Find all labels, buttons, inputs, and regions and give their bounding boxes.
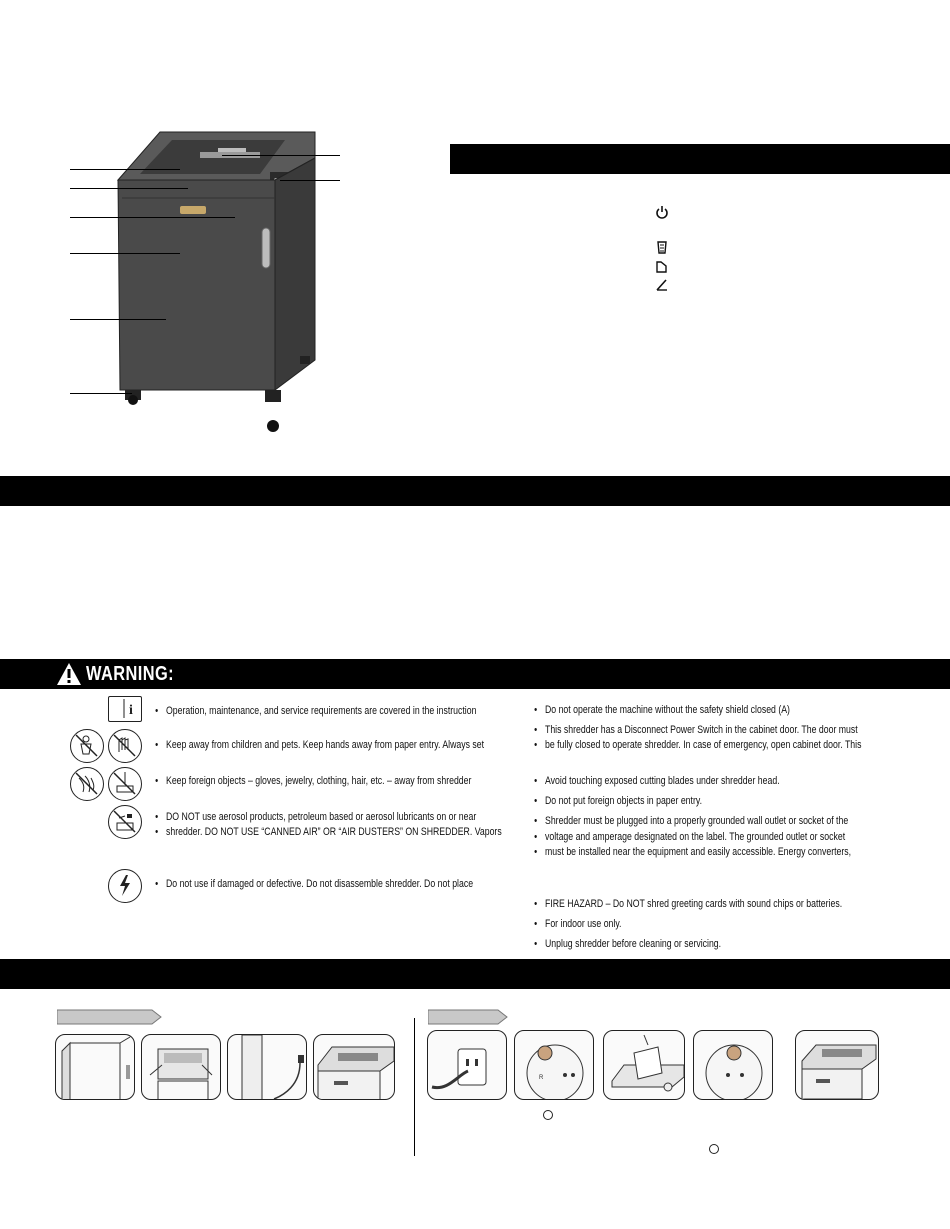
step-plug-in-illustration	[227, 1034, 307, 1100]
warning-title	[56, 661, 193, 687]
no-aerosol-icon	[108, 805, 142, 839]
safety-item: • Unplug shredder before cleaning or servicing.	[545, 937, 721, 952]
bin-full-icon	[655, 240, 669, 254]
section-header-bar	[0, 476, 950, 506]
step-wall-outlet-illustration	[427, 1030, 507, 1100]
controls-header-bar	[450, 144, 950, 174]
safety-item-cont: • shredder. DO NOT USE “CANNED AIR” OR “AIR DUSTERS” ON SHREDDER. Vapors	[166, 825, 502, 840]
callout-line	[70, 393, 132, 394]
safety-item: • Do not operate the machine without the safety shield closed (A)	[545, 703, 790, 718]
svg-text:i: i	[129, 703, 133, 718]
safety-item-cont: • be fully closed to operate shredder. In case of emergency, open cabinet door. This	[545, 738, 861, 753]
step-feed-paper-illustration	[603, 1030, 685, 1100]
safety-item-cont: • must be installed near the equipment and easily accessible. Energy converters,	[545, 845, 851, 860]
callout-line	[70, 253, 180, 254]
overheat-icon	[655, 278, 669, 292]
callout-line	[70, 169, 180, 170]
shredder-illustration	[110, 128, 325, 433]
step-tag-left	[57, 1009, 162, 1025]
section-header-bar	[0, 959, 950, 989]
no-hands-icon	[108, 729, 142, 763]
door-open-icon	[655, 260, 669, 274]
instruction-manual-icon	[108, 696, 142, 722]
callout-line	[70, 319, 166, 320]
safety-item: • FIRE HAZARD – Do NOT shred greeting cards with sound chips or batteries.	[545, 897, 842, 912]
step-divider	[414, 1018, 415, 1156]
step-tag-right	[428, 1009, 508, 1025]
step-press-button-illustration	[514, 1030, 594, 1100]
safety-item: • Avoid touching exposed cutting blades under shredder head.	[545, 774, 780, 789]
safety-item: • For indoor use only.	[545, 917, 621, 932]
power-symbol-icon	[709, 1144, 719, 1154]
safety-item: • This shredder has a Disconnect Power Switch in the cabinet door. The door must	[545, 723, 858, 738]
callout-line	[70, 188, 188, 189]
svg-text:R: R	[539, 1075, 544, 1081]
step-button-detail-illustration	[693, 1030, 773, 1100]
step-open-cabinet-illustration	[55, 1034, 135, 1100]
callout-line	[280, 180, 340, 181]
safety-item: • Keep foreign objects – gloves, jewelry, clothing, hair, etc. – away from shredder	[166, 774, 471, 789]
safety-item: • Keep away from children and pets. Keep hands away from paper entry. Always set	[166, 738, 484, 753]
safety-item: • Shredder must be plugged into a properly grounded wall outlet or socket of the	[545, 814, 848, 829]
safety-item: • Operation, maintenance, and service requirements are covered in the instruction	[166, 704, 476, 719]
step-complete-illustration	[795, 1030, 879, 1100]
warning-label: WARNING:	[86, 662, 175, 685]
power-symbol-icon	[543, 1110, 553, 1120]
step-insert-bin-illustration	[141, 1034, 221, 1100]
power-icon	[655, 205, 669, 219]
safety-item: • DO NOT use aerosol products, petroleum based or aerosol lubricants on or near	[166, 810, 476, 825]
no-children-icon	[70, 729, 104, 763]
safety-item-cont: • voltage and amperage designated on the label. The grounded outlet or socket	[545, 830, 845, 845]
no-loose-objects-icon	[108, 767, 142, 801]
callout-line	[222, 155, 340, 156]
warning-triangle-icon	[56, 662, 82, 686]
safety-item: • Do not put foreign objects in paper entry.	[545, 794, 702, 809]
callout-line	[70, 217, 235, 218]
no-loose-clothing-icon	[70, 767, 104, 801]
step-shredder-ready-illustration	[313, 1034, 395, 1100]
electrical-hazard-icon	[108, 869, 142, 903]
safety-item: • Do not use if damaged or defective. Do not disassemble shredder. Do not place	[166, 877, 473, 892]
